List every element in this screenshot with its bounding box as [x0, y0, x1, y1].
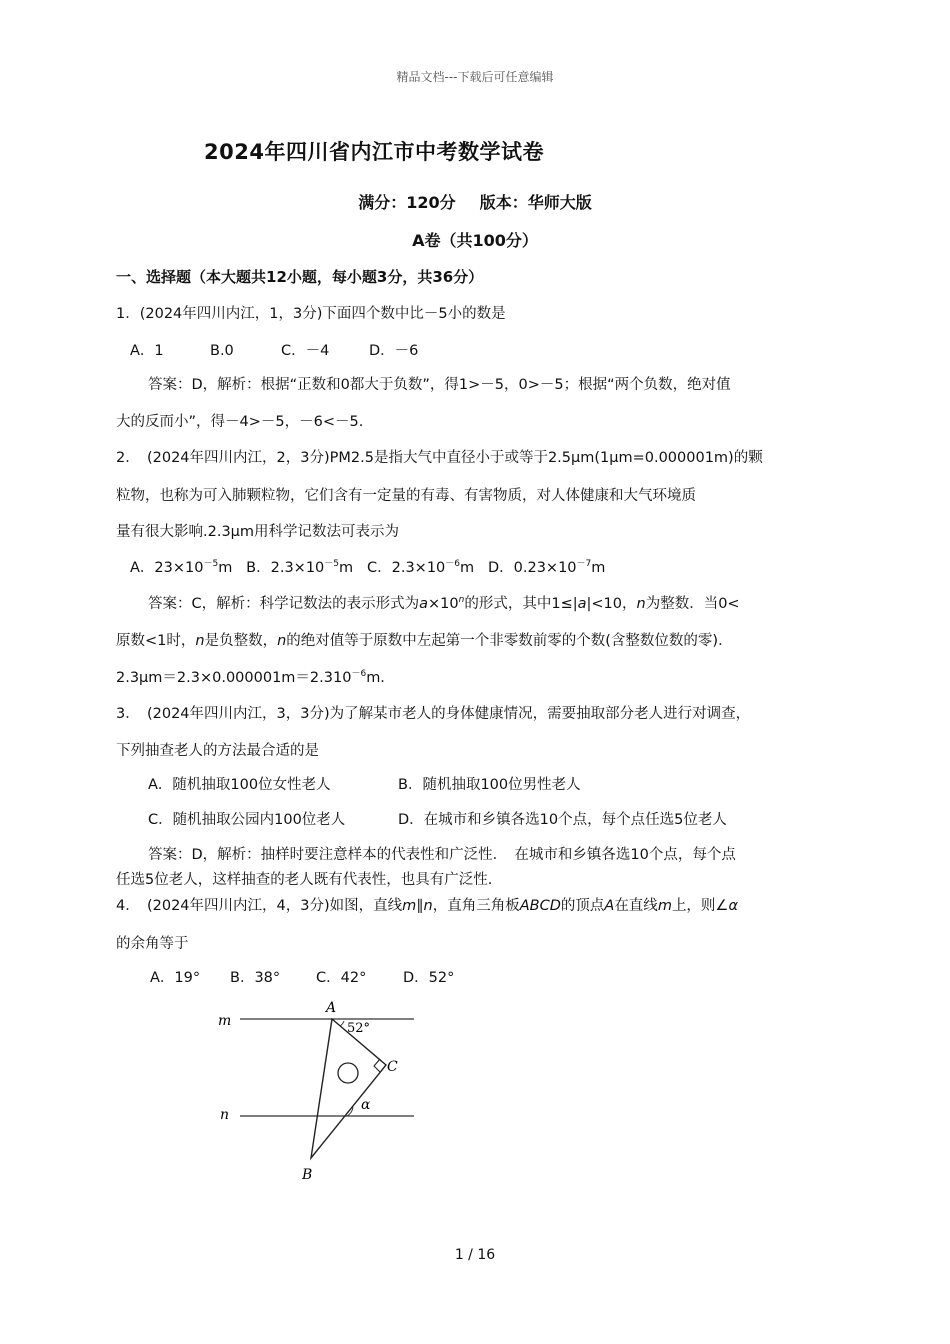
q1-option-b: B.0 — [210, 343, 234, 359]
page-number: 1 / 16 — [454, 1247, 496, 1263]
q1-option-d: D．－6 — [369, 343, 419, 359]
q2-option-b: B．$2.3\times 10^{-5}m$ — [246, 559, 354, 576]
q3-option-b: B．随机抽取100位男性老人 — [398, 777, 581, 793]
textbook-version: 版本：华师大版 — [479, 193, 592, 212]
full-score: 满分：120分 — [358, 193, 456, 212]
q3-line1: 3． (2024年四川内江，3，3分)为了解某市老人的身体健康情况，需要抽取部分老人进行对调查， — [116, 706, 751, 722]
q2-answer-line3: $2.3\mu m=2.3\times 0.000001m=2.310^{-6}m$. — [116, 669, 385, 686]
volume-heading: A卷（共100分） — [412, 231, 538, 250]
triangle-figure — [210, 995, 430, 1190]
q3-line2: 下列抽查老人的方法最合适的是 — [116, 743, 319, 759]
q4-option-c: C．42° — [316, 970, 367, 986]
label-a: A — [326, 1000, 337, 1016]
q2-answer-line1: 答案：C，解析：科学记数法的表示形式为$a\times 10^n$的形式，其中1≤|a|<10，n为整数．当0< — [148, 595, 740, 612]
q4-options — [150, 966, 454, 987]
ruler-hole — [338, 1063, 358, 1083]
q1-option-c: C．－4 — [281, 343, 330, 359]
q4-line2: 的余角等于 — [116, 936, 189, 952]
section-heading: 一、选择题（本大题共12小题，每小题3分，共36分） — [116, 268, 484, 286]
q2-answer-line2: 原数<1时，n是负整数，n的绝对值等于原数中左起第一个非零数前零的个数(含整数位数的零)． — [116, 633, 733, 649]
q4-option-b: B．38° — [230, 970, 281, 986]
label-n: n — [220, 1107, 230, 1123]
q1-option-a: A．1 — [130, 343, 164, 359]
q3-option-c: C．随机抽取公园内100位老人 — [148, 812, 346, 828]
q2-option-d: D．$0.23\times 10^{-7}m$ — [487, 559, 606, 576]
q2-option-c: C．$2.3\times 10^{-6}m$ — [366, 559, 475, 576]
label-m: m — [218, 1013, 232, 1029]
q1-answer-line2: 大的反而小”，得－4>－5，－6<－5. — [116, 414, 364, 430]
q3-answer-line1: 答案：D，解析：抽样时要注意样本的代表性和广泛性． 在城市和乡镇各选10个点，每个点 — [148, 847, 736, 863]
page-header: 精品文档---下载后可任意编辑 — [396, 70, 554, 84]
exam-title: 2024年四川省内江市中考数学试卷 — [204, 140, 544, 164]
angle-arc-52 — [340, 1021, 344, 1026]
q4-option-a: A．19° — [150, 970, 201, 986]
q2-option-a: A．$23\times 10^{-5}m$ — [130, 559, 233, 576]
q4-line1: 4． (2024年四川内江，4，3分)如图，直线m∥n，直角三角板ABCD的顶点A在直线m上，则∠α — [116, 898, 738, 914]
q1-answer-line1: 答案：D，解析：根据“正数和0都大于负数”，得1>－5，0>－5；根据“两个负数，绝对值 — [148, 377, 731, 393]
label-c: C — [387, 1059, 398, 1075]
label-b: B — [302, 1167, 313, 1183]
q3-answer-line2: 任选5位老人，这样抽查的老人既有代表性，也具有广泛性. — [116, 872, 493, 888]
exam-meta — [0, 190, 950, 213]
label-alpha: α — [361, 1097, 371, 1113]
q2-line3: 量有很大影响.2.3μm用科学记数法可表示为 — [116, 524, 400, 540]
q1-stem: 1．(2024年四川内江，1，3分)下面四个数中比－5小的数是 — [116, 306, 506, 322]
q3-option-a: A．随机抽取100位女性老人 — [148, 777, 331, 793]
q2-line1: 2． (2024年四川内江，2，3分)PM2.5是指大气中直径小于或等于2.5μm(1μm=0.000001m)的颗 — [116, 450, 763, 466]
label-angle-52: 52° — [347, 1021, 371, 1036]
q3-option-d: D．在城市和乡镇各选10个点，每个点任选5位老人 — [398, 812, 727, 828]
q4-option-d: D．52° — [403, 970, 455, 986]
triangle-abc — [311, 1019, 386, 1158]
q1-options — [130, 339, 418, 360]
q2-options — [130, 556, 605, 577]
right-angle-mark — [374, 1059, 380, 1072]
q2-line2: 粒物，也称为可入肺颗粒物，它们含有一定量的有毒、有害物质，对人体健康和大气环境质 — [116, 488, 696, 504]
